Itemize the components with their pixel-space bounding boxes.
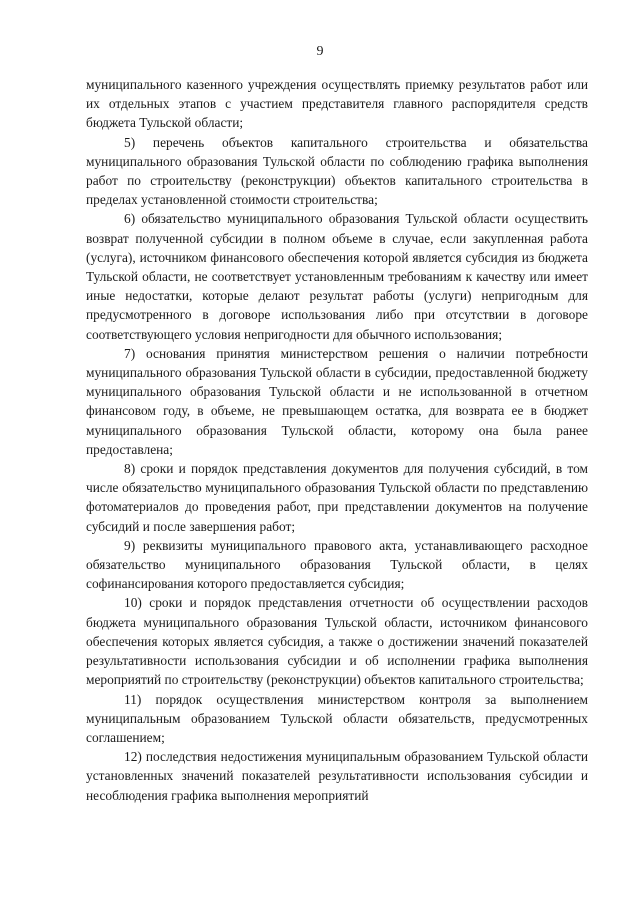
paragraph-continuation: муниципального казенного учреждения осуществлять приемку результатов работ или их отдельных этапов с участием представителя главного распорядителя средств бюджета Тульской области;	[86, 77, 588, 131]
paragraph-item-11: 11) порядок осуществления министерством контроля за выполнением муниципальным образованием Тульской области обязательств, предусмотренных соглашением;	[86, 691, 588, 745]
paragraph-item-10: 10) сроки и порядок представления отчетности об осуществлении расходов бюджета муниципального образования Тульской области, источником финансового обеспечения которых является субсидия, а также о достижении значений показателей результативности использования субсидии и об исполнении графика выполнения мероприятий по строительству (реконструкции) объектов капитального строительства;	[86, 595, 588, 688]
paragraph-item-9: 9) реквизиты муниципального правового акта, устанавливающего расходное обязательство муниципального образования Тульской области, в целях софинансирования которого предоставляется субсидия;	[86, 537, 588, 592]
paragraph-item-12: 12) последствия недостижения муниципальным образованием Тульской области установленных значений показателей результативности использования субсидии и несоблюдения графика выполнения мероприятий	[86, 749, 588, 803]
paragraph-item-8: 8) сроки и порядок представления документов для получения субсидий, в том числе обязательство муниципального образования Тульской области по представлению фотоматериалов до проведения работ, при представлении документов на получение субсидий и после завершения работ;	[86, 461, 588, 534]
page-number: 9	[316, 44, 324, 59]
paragraph-item-6: 6) обязательство муниципального образования Тульской области осуществить возврат полученной субсидии в полном объеме в случае, если закупленная работа (услуга), источником финансового обеспечения которой является субсидия из бюджета Тульской области, не соответствует установленным требованиям к качеству или имеет иные недостатки, которые делают результат работы (услуги) непригодным для предусмотренного в договоре использования либо при отсутствии в договоре соответствующего условия непригодности для обычного использования;	[86, 211, 588, 342]
paragraph-item-5: 5) перечень объектов капитального строительства и обязательства муниципального образования Тульской области по соблюдению графика выполнения работ по строительству (реконструкции) объектов капитального строительства в пределах установленной стоимости строительства;	[86, 134, 588, 208]
paragraph-item-7: 7) основания принятия министерством решения о наличии потребности муниципального образования Тульской области в субсидии, предоставленной бюджету муниципального образования Тульской области и не использованной в отчетном финансовом году, в объеме, не превышающем остатка, для возврата ее в бюджет муниципального образования Тульской области, которому она была ранее предоставлена;	[86, 345, 588, 457]
document-body	[86, 75, 588, 805]
